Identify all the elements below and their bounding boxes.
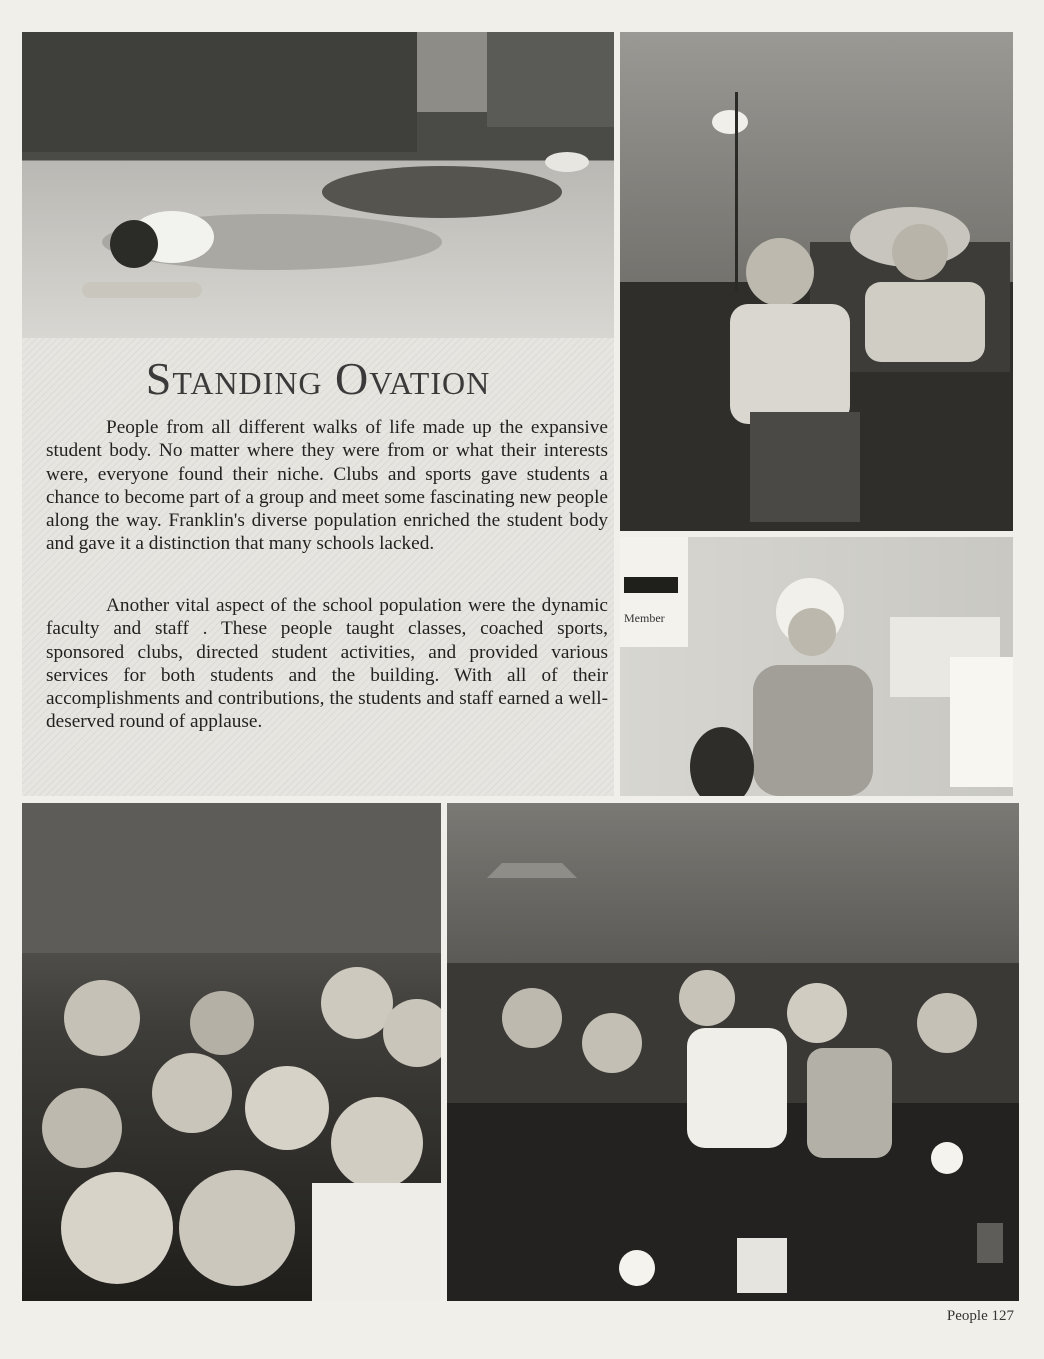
photo-student-lying-on-floor — [22, 32, 614, 338]
staff-photo-sign-text: Member — [624, 611, 665, 625]
article-text-panel — [22, 338, 614, 796]
photo-students-on-sofa — [447, 803, 1019, 1301]
photo-student-lying-illustration — [22, 32, 614, 338]
body-paragraph-1: People from all different walks of life made up the expansive student body. No matter where they were from or what their interests were, everyone found their niche. Clubs and sports gave students a chance to become part of a group and meet some fascinating new people along the way. Franklin's diverse population enriched the student body and gave it a distinction that many schools lacked. — [46, 417, 608, 555]
photo-staff-illustration — [620, 537, 1013, 796]
photo-couch-illustration — [620, 32, 1013, 531]
photo-two-students-on-couch — [620, 32, 1013, 531]
photo-staff-member-at-desk — [620, 537, 1013, 796]
photo-sofa-illustration — [447, 803, 1019, 1301]
page-folio — [947, 1308, 1014, 1325]
page-title: Standing Ovation — [145, 353, 491, 404]
photo-group-of-students-posing — [22, 803, 441, 1301]
folio-page-number: 127 — [991, 1308, 1014, 1324]
photo-group-illustration — [22, 803, 441, 1301]
body-paragraph-2: Another vital aspect of the school population were the dynamic faculty and staff . These people taught classes, coached sports, sponsored clubs, directed student activities, and provided various services for both students and the building. With all of their accomplishments and contributions, the students and staff earned a well-deserved round of applause. — [46, 595, 608, 733]
folio-section: People — [946, 1308, 988, 1324]
